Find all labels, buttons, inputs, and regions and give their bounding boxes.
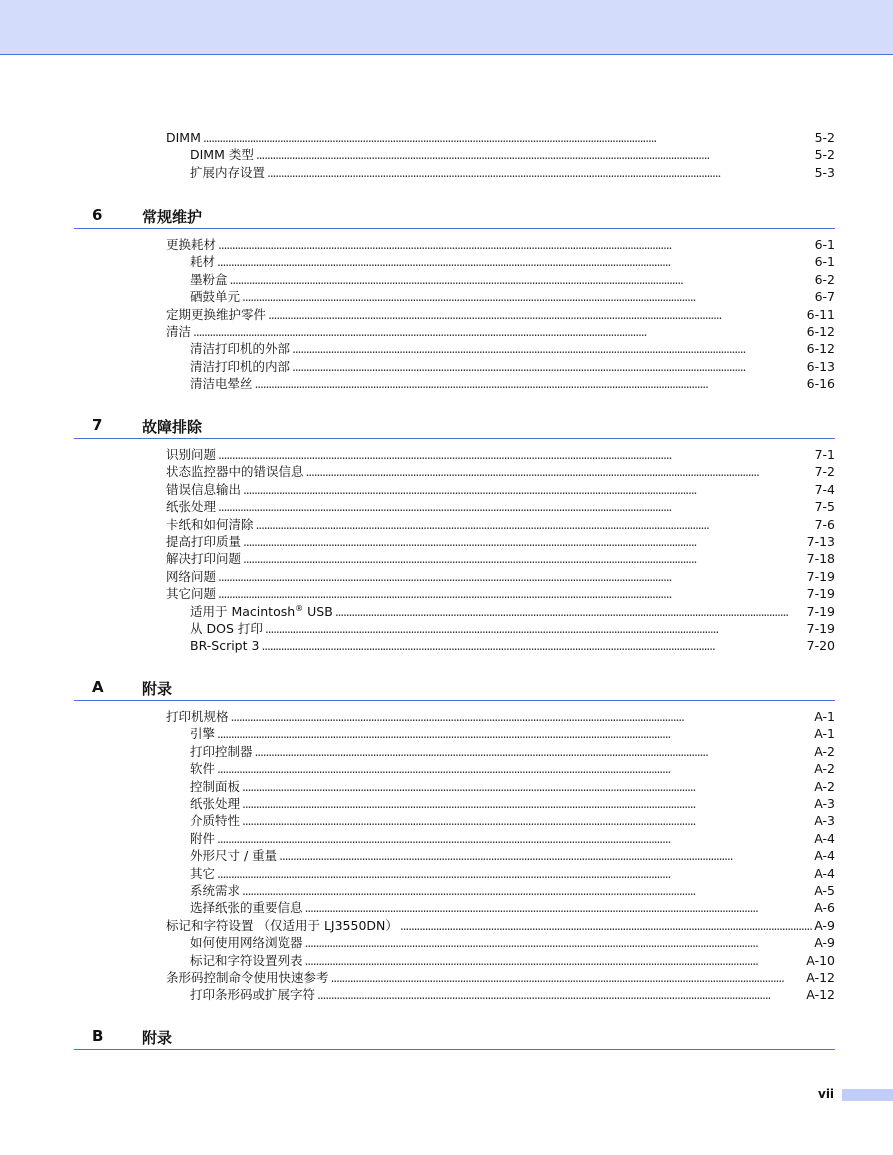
toc-entry-page: A-1 bbox=[814, 726, 835, 742]
toc-entry[interactable] bbox=[190, 934, 835, 952]
toc-entry-page: A-4 bbox=[814, 848, 835, 864]
toc-entry-title: DIMM bbox=[166, 130, 201, 145]
toc-entry-page: 7-20 bbox=[806, 638, 835, 654]
toc-entry-page: 6-16 bbox=[806, 376, 835, 392]
toc-entry-page: A-2 bbox=[814, 778, 835, 794]
toc-entry[interactable] bbox=[190, 253, 835, 271]
chapter-title: 常规维护 bbox=[142, 208, 203, 226]
toc-leader-dots bbox=[265, 620, 805, 638]
chapter-heading[interactable] bbox=[74, 678, 835, 701]
toc-entry-title: 标记和字符设置 （仅适用于 LJ3550DN） bbox=[166, 917, 398, 933]
toc-entry-title: DIMM 类型 bbox=[190, 147, 254, 163]
toc-entry[interactable] bbox=[166, 498, 835, 516]
toc-entry-page: 7-19 bbox=[806, 586, 835, 602]
toc-entry-page: A-12 bbox=[806, 987, 835, 1003]
toc-leader-dots bbox=[292, 340, 805, 358]
toc-leader-dots bbox=[243, 550, 805, 568]
toc-entry-title: 介质特性 bbox=[190, 813, 241, 829]
toc-entry-title: 适用于 Macintosh® USB bbox=[190, 603, 333, 619]
toc-entry-title: 从 DOS 打印 bbox=[190, 621, 263, 636]
toc-leader-dots bbox=[218, 236, 813, 254]
toc-entry[interactable] bbox=[190, 637, 835, 655]
toc-entry-page: A-9 bbox=[814, 935, 835, 951]
toc-entry[interactable] bbox=[190, 620, 835, 638]
toc-entry-title: 提高打印质量 bbox=[166, 534, 242, 549]
toc-entry-title: 打印条形码或扩展字符 bbox=[190, 987, 316, 1003]
toc-entry-title: 外形尺寸 / 重量 bbox=[190, 848, 278, 864]
chapter-number: A bbox=[92, 678, 104, 696]
toc-entry-title: 网络问题 bbox=[166, 568, 217, 584]
toc-entry-page: A-5 bbox=[814, 883, 835, 898]
toc-entry-page: A-9 bbox=[814, 917, 835, 933]
toc-leader-dots bbox=[218, 585, 805, 603]
toc-entry-page: 7-18 bbox=[806, 551, 835, 567]
toc-entry-title: 状态监控器中的错误信息 bbox=[166, 464, 304, 480]
toc-entry-title: 硒鼓单元 bbox=[190, 289, 241, 305]
toc-entry-page: A-6 bbox=[814, 900, 835, 916]
toc-entry-page: 5-3 bbox=[814, 164, 835, 180]
toc-entry[interactable] bbox=[190, 865, 835, 883]
toc-leader-dots bbox=[217, 830, 812, 848]
toc-entry[interactable] bbox=[190, 812, 835, 830]
toc-leader-dots bbox=[305, 899, 813, 917]
toc-entry[interactable] bbox=[166, 533, 835, 551]
toc-entry-page: A-1 bbox=[814, 709, 835, 724]
toc-entry-title: 纸张处理 bbox=[166, 499, 217, 515]
toc-leader-dots bbox=[255, 743, 813, 761]
page-tab-marker bbox=[842, 1089, 893, 1101]
toc-entry-title: 打印控制器 bbox=[190, 743, 253, 759]
toc-entry-title: 条形码控制命令使用快速参考 bbox=[166, 970, 329, 985]
toc-entry[interactable] bbox=[190, 743, 835, 761]
toc-entry[interactable] bbox=[190, 271, 835, 289]
toc-entry[interactable] bbox=[190, 340, 835, 358]
toc-entry-page: 7-19 bbox=[806, 603, 835, 619]
chapter-number: B bbox=[92, 1027, 104, 1045]
toc-entry-page: 7-6 bbox=[814, 516, 835, 532]
toc-entry-page: 6-12 bbox=[806, 341, 835, 357]
toc-entry-title: 打印机规格 bbox=[166, 709, 229, 724]
toc-entry[interactable] bbox=[166, 568, 835, 586]
toc-entry-page: 6-11 bbox=[806, 306, 835, 322]
toc-entry[interactable] bbox=[190, 375, 835, 393]
toc-entry[interactable] bbox=[166, 917, 835, 935]
toc-entry-title: 解决打印问题 bbox=[166, 551, 242, 567]
toc-leader-dots bbox=[305, 952, 805, 970]
toc-entry-title: 引擎 bbox=[190, 726, 216, 742]
toc-entry[interactable] bbox=[190, 146, 835, 164]
toc-entry[interactable] bbox=[190, 164, 835, 182]
toc-entry[interactable] bbox=[190, 830, 835, 848]
toc-entry[interactable] bbox=[190, 760, 835, 778]
toc-leader-dots bbox=[400, 917, 812, 935]
toc-entry-page: 7-2 bbox=[814, 464, 835, 480]
toc-entry-page: 5-2 bbox=[814, 147, 835, 163]
toc-entry-title: 更换耗材 bbox=[166, 237, 217, 252]
toc-entry-title: 卡纸和如何清除 bbox=[166, 516, 254, 532]
toc-leader-dots bbox=[231, 708, 813, 726]
toc-entry[interactable] bbox=[190, 795, 835, 813]
toc-entry[interactable] bbox=[190, 288, 835, 306]
toc-leader-dots bbox=[306, 463, 813, 481]
toc-entry-page: A-3 bbox=[814, 796, 835, 811]
toc-entry-page: 6-1 bbox=[814, 254, 835, 270]
toc-entry-title: 识别问题 bbox=[166, 447, 217, 462]
toc-entry-title: 其它 bbox=[190, 865, 216, 881]
toc-leader-dots bbox=[217, 760, 812, 778]
chapter-number: 6 bbox=[92, 206, 103, 224]
toc-entry-page: 6-13 bbox=[806, 358, 835, 374]
toc-entry-page: 7-19 bbox=[806, 621, 835, 636]
toc-leader-dots bbox=[279, 847, 812, 865]
toc-entry-page: 7-19 bbox=[806, 568, 835, 584]
toc-entry-page: A-2 bbox=[814, 743, 835, 759]
toc-leader-dots bbox=[242, 795, 812, 813]
toc-entry-title: BR-Script 3 bbox=[190, 638, 260, 654]
toc-leader-dots bbox=[243, 481, 813, 499]
toc-leader-dots bbox=[255, 375, 805, 393]
toc-leader-dots bbox=[292, 358, 805, 376]
toc-entry-page: A-4 bbox=[814, 830, 835, 846]
toc-entry[interactable] bbox=[190, 603, 835, 621]
toc-leader-dots bbox=[230, 271, 813, 289]
toc-leader-dots bbox=[335, 603, 805, 621]
toc-entry-page: 6-2 bbox=[814, 271, 835, 287]
toc-entry[interactable] bbox=[166, 550, 835, 568]
toc-entry[interactable] bbox=[190, 358, 835, 376]
toc-leader-dots bbox=[256, 516, 813, 534]
toc-entry-page: 7-1 bbox=[814, 447, 835, 462]
toc-entry-title: 标记和字符设置列表 bbox=[190, 952, 303, 968]
toc-entry-page: A-2 bbox=[814, 761, 835, 777]
toc-entry-title: 扩展内存设置 bbox=[190, 164, 266, 180]
toc-entry[interactable] bbox=[190, 899, 835, 917]
toc-entry[interactable] bbox=[166, 463, 835, 481]
toc-entry[interactable] bbox=[190, 778, 835, 796]
toc-leader-dots bbox=[267, 164, 813, 182]
toc-entry[interactable] bbox=[166, 306, 835, 324]
toc-entry-title: 错误信息输出 bbox=[166, 481, 242, 497]
toc-leader-dots bbox=[305, 934, 813, 952]
toc-entry-title: 定期更换维护零件 bbox=[166, 306, 267, 322]
toc-leader-dots bbox=[268, 306, 805, 324]
chapter-heading[interactable] bbox=[74, 416, 835, 439]
toc-entry[interactable] bbox=[166, 585, 835, 603]
toc-entry-title: 软件 bbox=[190, 761, 216, 777]
toc-leader-dots bbox=[331, 969, 805, 987]
toc-leader-dots bbox=[317, 986, 804, 1004]
toc-entry[interactable] bbox=[190, 986, 835, 1004]
chapter-title: 附录 bbox=[142, 1029, 173, 1047]
toc-entry[interactable] bbox=[166, 446, 835, 464]
toc-entry-page: 6-12 bbox=[806, 324, 835, 339]
toc-entry[interactable] bbox=[190, 882, 835, 900]
toc-entry-page: A-4 bbox=[814, 865, 835, 881]
toc-leader-dots bbox=[242, 882, 812, 900]
toc-entry-title: 清洁打印机的外部 bbox=[190, 341, 291, 357]
toc-entry-title: 清洁 bbox=[166, 324, 192, 339]
toc-entry-page: 7-4 bbox=[814, 481, 835, 497]
toc-entry[interactable] bbox=[166, 481, 835, 499]
toc-entry-page: A-12 bbox=[806, 970, 835, 985]
toc-entry[interactable] bbox=[166, 708, 835, 726]
toc-entry[interactable] bbox=[166, 323, 835, 341]
toc-leader-dots bbox=[218, 568, 805, 586]
chapter-title: 故障排除 bbox=[142, 418, 203, 436]
toc-entry[interactable] bbox=[166, 129, 835, 147]
toc-entry[interactable] bbox=[166, 236, 835, 254]
toc-entry-page: 6-1 bbox=[814, 237, 835, 252]
page-number: vii bbox=[818, 1087, 835, 1101]
toc-entry-title: 系统需求 bbox=[190, 883, 241, 898]
toc-entry-title: 清洁电晕丝 bbox=[190, 376, 253, 392]
chapter-heading[interactable] bbox=[74, 1027, 835, 1050]
toc-leader-dots bbox=[218, 446, 813, 464]
toc-entry-title: 纸张处理 bbox=[190, 796, 241, 811]
toc-entry[interactable] bbox=[166, 969, 835, 987]
chapter-title: 附录 bbox=[142, 680, 173, 698]
toc-entry-title: 清洁打印机的内部 bbox=[190, 358, 291, 374]
toc-entry-title: 如何使用网络浏览器 bbox=[190, 935, 303, 951]
toc-entry[interactable] bbox=[166, 516, 835, 534]
toc-entry-page: 7-13 bbox=[806, 534, 835, 549]
toc-entry-title: 控制面板 bbox=[190, 778, 241, 794]
toc-leader-dots bbox=[217, 725, 812, 743]
toc-leader-dots bbox=[218, 498, 813, 516]
toc-entry-title: 墨粉盒 bbox=[190, 271, 228, 287]
toc-leader-dots bbox=[243, 533, 805, 551]
header-band bbox=[0, 0, 893, 55]
toc-leader-dots bbox=[256, 146, 813, 164]
toc-entry[interactable] bbox=[190, 952, 835, 970]
toc-entry[interactable] bbox=[190, 847, 835, 865]
toc-entry-page: A-3 bbox=[814, 813, 835, 829]
toc-leader-dots bbox=[261, 637, 804, 655]
toc-entry-title: 附件 bbox=[190, 830, 216, 846]
toc-entry-page: 5-2 bbox=[814, 130, 835, 145]
chapter-heading[interactable] bbox=[74, 206, 835, 229]
toc-entry-title: 选择纸张的重要信息 bbox=[190, 900, 303, 916]
toc-entry-page: 7-5 bbox=[814, 499, 835, 515]
chapter-number: 7 bbox=[92, 416, 103, 434]
toc-leader-dots bbox=[193, 323, 805, 341]
toc-entry-title: 耗材 bbox=[190, 254, 216, 270]
toc-leader-dots bbox=[217, 253, 813, 271]
toc-entry-page: 6-7 bbox=[814, 289, 835, 305]
toc-leader-dots bbox=[203, 129, 813, 147]
toc-entry[interactable] bbox=[190, 725, 835, 743]
toc-leader-dots bbox=[242, 778, 812, 796]
toc-entry-page: A-10 bbox=[806, 952, 835, 968]
toc-leader-dots bbox=[242, 288, 813, 306]
toc-entry-title: 其它问题 bbox=[166, 586, 217, 602]
toc-leader-dots bbox=[242, 812, 812, 830]
toc-leader-dots bbox=[217, 865, 812, 883]
